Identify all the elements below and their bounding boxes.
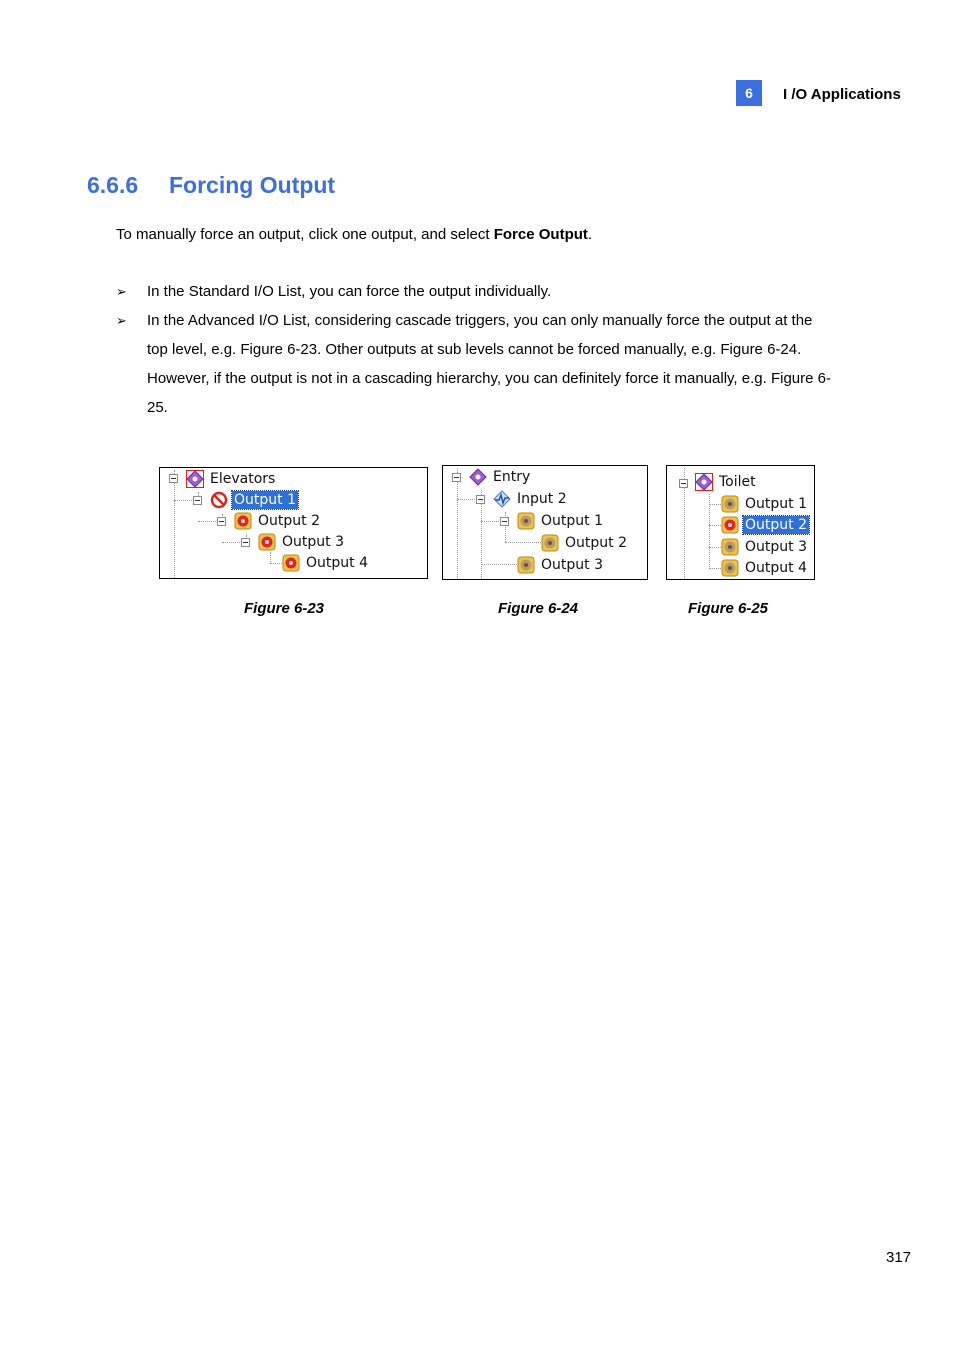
section-number: 6.6.6 (87, 172, 139, 198)
collapse-toggle[interactable] (452, 473, 461, 482)
intro-text: To manually force an output, click one output, and select (116, 226, 494, 243)
collapse-toggle[interactable] (241, 538, 250, 547)
tree-node-output-2[interactable] (721, 515, 809, 535)
output-grey-icon (721, 495, 739, 513)
collapse-toggle[interactable] (169, 474, 178, 483)
bullet-text: In the Advanced I/O List, considering cascade triggers, you can only manually force the output at the top level, e.g. Figure 6-23. Other outputs at sub levels cannot be forced manually, e.g. Figure 6-24. (147, 312, 813, 358)
tree-view-figure-6-24 (442, 465, 648, 580)
collapse-toggle[interactable] (679, 479, 688, 488)
tree-node-output-2[interactable] (541, 533, 629, 553)
figure-caption: Figure 6-25 (688, 600, 769, 617)
tree-node-output-1[interactable] (517, 511, 605, 531)
tree-node-output-1[interactable] (721, 494, 809, 514)
output-red-icon (258, 533, 276, 551)
tree-node-output-3[interactable] (721, 537, 809, 557)
collapse-toggle[interactable] (500, 517, 509, 526)
tree-node-root[interactable] (469, 467, 532, 487)
section-title: Forcing Output (169, 172, 336, 198)
intro-text-end: . (587, 226, 593, 243)
forbidden-icon (210, 491, 228, 509)
tree-node-label: Output 3 (745, 539, 807, 555)
tree-node-label: Input 2 (517, 491, 567, 507)
tree-node-label: Output 4 (306, 555, 368, 571)
tree-node-label: Toilet (719, 474, 756, 490)
page-number: 317 (886, 1249, 912, 1266)
tree-node-output-4[interactable] (721, 558, 809, 578)
output-grey-icon (721, 538, 739, 556)
tree-view-figure-6-23 (159, 467, 428, 579)
bullet-text: In the Standard I/O List, you can force the output individually. (147, 283, 552, 300)
tree-node-label: Output 2 (258, 513, 320, 529)
intro-paragraph (116, 226, 592, 243)
output-red-icon (234, 512, 252, 530)
tree-node-input-2[interactable] (493, 489, 569, 509)
tree-node-label: Elevators (210, 471, 276, 487)
tree-node-label: Output 3 (282, 534, 344, 550)
output-grey-icon (721, 559, 739, 577)
tree-node-root[interactable] (186, 469, 277, 489)
group-icon (469, 468, 487, 486)
tree-node-output-3[interactable] (258, 532, 346, 552)
chapter-title: I /O Applications (783, 86, 901, 103)
output-grey-icon (517, 556, 535, 574)
output-red-icon (282, 554, 300, 572)
tree-node-label: Output 3 (541, 557, 603, 573)
tree-node-label: Entry (493, 469, 531, 485)
input-pulse-icon (493, 490, 511, 508)
section-heading (87, 172, 335, 199)
tree-node-root[interactable] (695, 472, 758, 492)
tree-node-label: Output 1 (234, 492, 296, 508)
tree-node-output-4[interactable] (282, 553, 370, 573)
collapse-toggle[interactable] (476, 495, 485, 504)
bullet-arrow-icon: ➢ (116, 284, 127, 299)
output-grey-icon (541, 534, 559, 552)
tree-view-figure-6-25 (666, 465, 815, 580)
collapse-toggle[interactable] (193, 496, 202, 505)
tree-node-output-1[interactable] (210, 490, 298, 510)
figure-caption: Figure 6-24 (498, 600, 579, 617)
tree-node-label: Output 4 (745, 560, 807, 576)
bullet-arrow-icon: ➢ (116, 313, 127, 328)
bullet-text-continued: However, if the output is not in a cascading hierarchy, you can definitely force it manually, e.g. Figure 6-25. (147, 370, 831, 416)
group-icon (186, 470, 204, 488)
tree-node-output-3[interactable] (517, 555, 605, 575)
output-grey-icon (517, 512, 535, 530)
chapter-badge: 6 (736, 80, 762, 106)
tree-node-label: Output 1 (745, 496, 807, 512)
tree-node-label: Output 2 (745, 517, 807, 533)
output-red-icon (721, 516, 739, 534)
collapse-toggle[interactable] (217, 517, 226, 526)
group-icon (695, 473, 713, 491)
tree-node-output-2[interactable] (234, 511, 322, 531)
tree-node-label: Output 1 (541, 513, 603, 529)
intro-bold-term: Force Output (493, 226, 588, 243)
tree-node-label: Output 2 (565, 535, 627, 551)
figure-caption: Figure 6-23 (244, 600, 325, 617)
